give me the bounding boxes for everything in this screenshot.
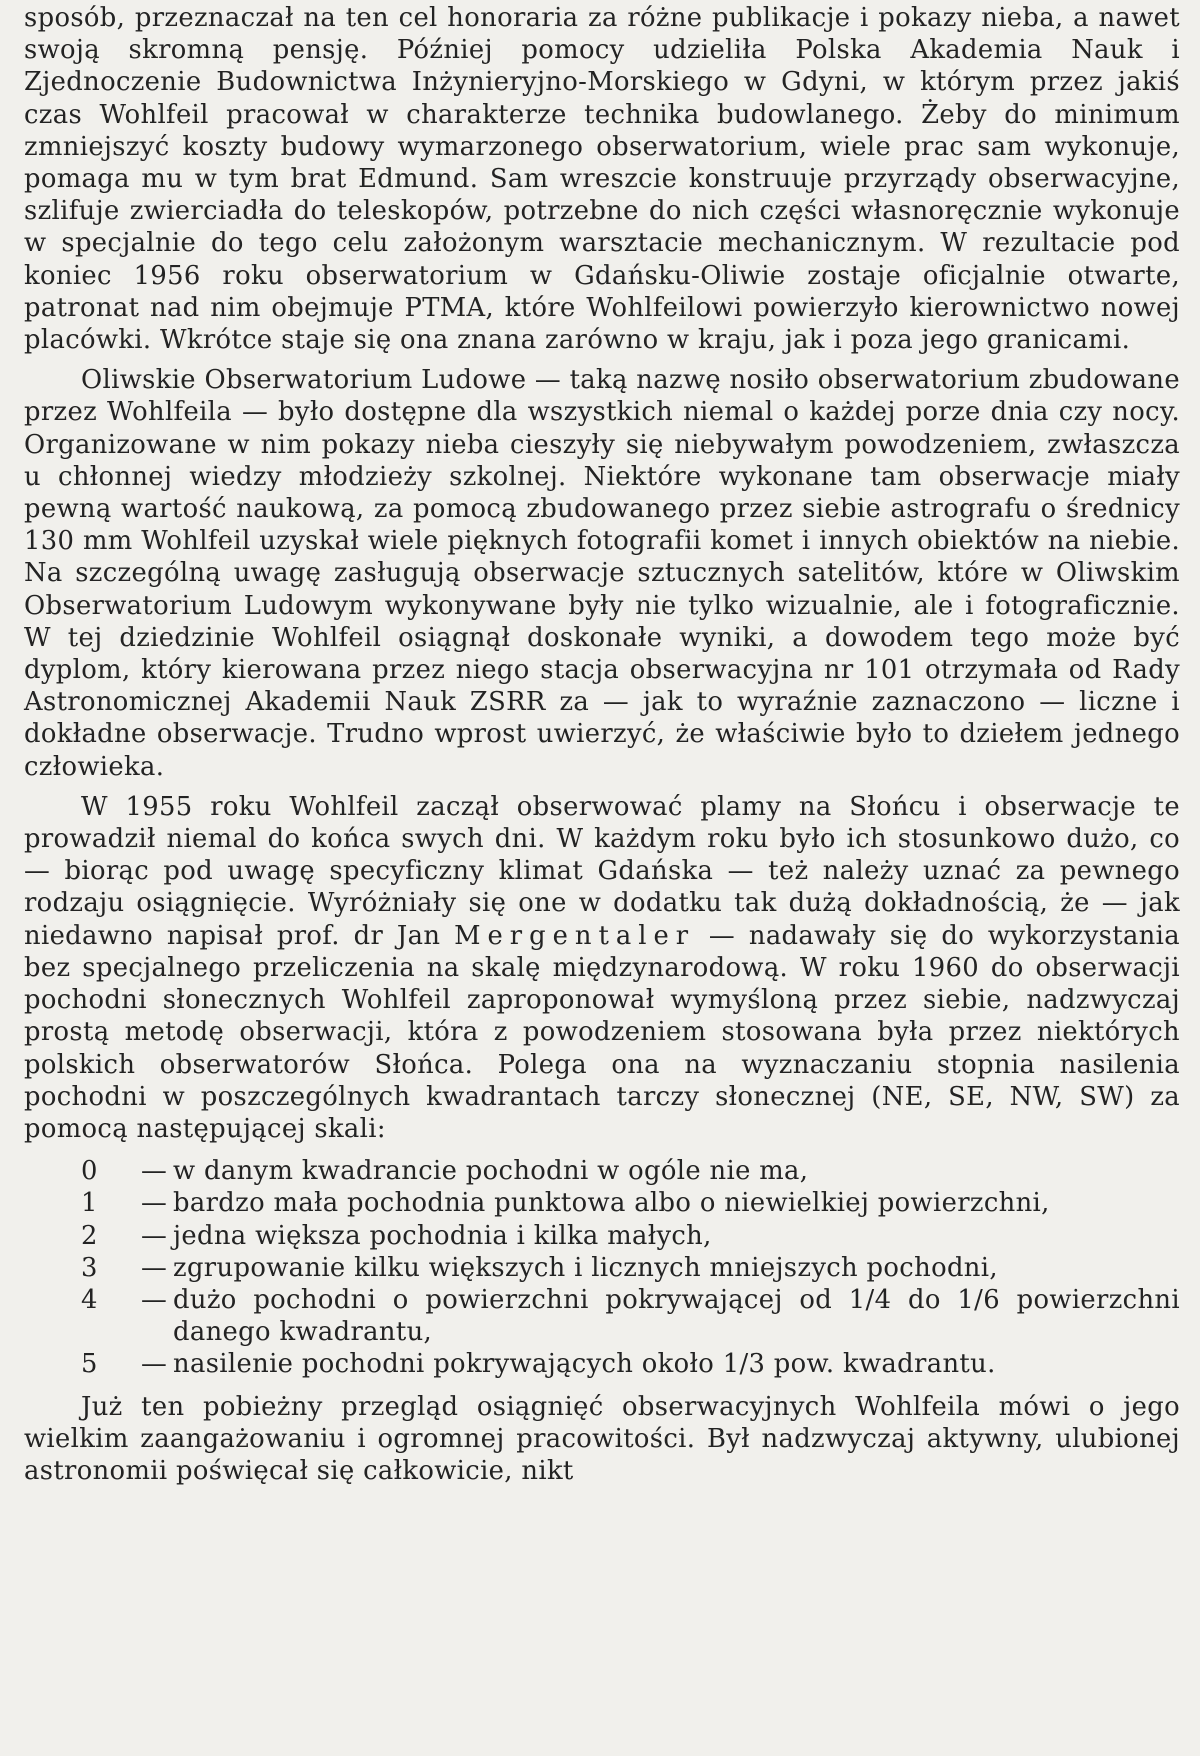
scale-item-text: zgrupowanie kilku większych i licznych mniejszych pochodni, — [173, 1252, 998, 1283]
paragraph-3 — [24, 791, 1180, 1145]
scale-item — [24, 1187, 1180, 1219]
facula-scale-list — [24, 1155, 1180, 1380]
scale-item-dash: — — [141, 1156, 168, 1187]
scale-item — [24, 1284, 1180, 1348]
scale-item — [24, 1348, 1180, 1380]
scale-item-dash: — — [141, 1252, 168, 1283]
scale-item — [24, 1252, 1180, 1284]
text-column — [24, 2, 1180, 1487]
paragraph-2: Oliwskie Obserwatorium Ludowe — taką nazwę nosiło obserwatorium zbudowane przez Wohlfeila — było dostępne dla wszystkich niemal o każdej porze dnia czy nocy. Organizowane w nim pokazy nieba cieszyły się niebywałym powodzeniem, zwłaszcza u chłonnej wiedzy młodzieży szkolnej. Niektóre wykonane tam obserwacje miały pewną wartość naukową, za pomocą zbudowanego przez siebie astrografu o średnicy 130 mm Wohlfeil uzyskał wiele pięknych fotografii komet i innych obiektów na niebie. Na szczególną uwagę zasługują obserwacje sztucznych satelitów, które w Oliwskim Obserwatorium Ludowym wykonywane były nie tylko wizualnie, ale i fotograficznie. W tej dziedzinie Wohlfeil osiągnął doskonałe wyniki, a dowodem tego może być dyplom, który kierowana przez niego stacja obserwacyjna nr 101 otrzymała od Rady Astronomicznej Akademii Nauk ZSRR za — jak to wyraźnie zaznaczono — liczne i dokładne obserwacje. Trudno wprost uwierzyć, że właściwie było to dziełem jednego człowieka. — [24, 365, 1180, 782]
scale-item-number: 1 — [81, 1188, 98, 1219]
scale-item-number: 3 — [81, 1252, 98, 1283]
scale-item-text: dużo pochodni o powierzchni pokrywającej od 1/4 do 1/6 powierzchni danego kwadrantu, — [173, 1284, 1180, 1348]
paragraph-3-after-name: — nadawały się do wykorzystania bez specjalnego przeliczenia na skalę międzynarodową. W roku 1960 do obserwacji pochodni słonecznych Wohlfeil zaproponował wymyśloną przez siebie, nadzwyczaj prostą metodę obserwacji, która z powodzeniem stosowana była przez niektórych polskich obserwatorów Słońca. Polega ona na wyznaczaniu stopnia nasilenia pochodni w poszczególnych kwadrantach tarczy słonecznej (NE, SE, NW, SW) za pomocą następującej skali: — [24, 920, 1180, 1144]
scale-item-text: w danym kwadrancie pochodni w ogóle nie ma, — [173, 1156, 809, 1187]
scale-item-number: 2 — [81, 1220, 98, 1251]
scale-item-number: 5 — [81, 1349, 98, 1380]
paragraph-4: Już ten pobieżny przegląd osiągnięć obserwacyjnych Wohlfeila mówi o jego wielkim zaangażowaniu i ogromnej pracowitości. Był nadzwyczaj aktywny, ulubionej astronomii poświęcał się całkowicie, nikt — [24, 1391, 1180, 1486]
scale-item-text: nasilenie pochodni pokrywających około 1/3 pow. kwadrantu. — [173, 1349, 996, 1380]
paragraph-3-before-name: W 1955 roku Wohlfeil zaczął obserwować plamy na Słońcu i obserwacje te prowadził niemal do końca swych dni. W każdym roku było ich stosunkowo dużo, co — biorąc pod uwagę specyficzny klimat Gdańska — też należy uznać za pewnego rodzaju osiągnięcie. Wyróżniały się one w dodatku tak dużą dokładnością, że — jak niedawno napisał prof. dr Jan — [24, 791, 1180, 951]
scale-item — [24, 1220, 1180, 1252]
author-name-mergentaler: Mergentaler — [454, 920, 696, 951]
scale-item — [24, 1155, 1180, 1187]
scale-item-dash: — — [141, 1284, 168, 1315]
scale-item-dash: — — [141, 1349, 168, 1380]
paragraph-1: sposób, przeznaczał na ten cel honoraria za różne publikacje i pokazy nieba, a nawet swoją skromną pensję. Później pomocy udzieliła Polska Akademia Nauk i Zjednoczenie Budownictwa Inżynieryjno-Morskiego w Gdyni, w którym przez jakiś czas Wohlfeil pracował w charakterze technika budowlanego. Żeby do minimum zmniejszyć koszty budowy wymarzonego obserwatorium, wiele prac sam wykonuje, pomaga mu w tym brat Edmund. Sam wreszcie konstruuje przyrządy obserwacyjne, szlifuje zwierciadła do teleskopów, potrzebne do nich części własnoręcznie wykonuje w specjalnie do tego celu założonym warsztacie mechanicznym. W rezultacie pod koniec 1956 roku obserwatorium w Gdańsku-Oliwie zostaje oficjalnie otwarte, patronat nad nim obejmuje PTMA, które Wohlfeilowi powierzyło kierownictwo nowej placówki. Wkrótce staje się ona znana zarówno w kraju, jak i poza jego granicami. — [24, 3, 1180, 356]
scale-item-text: bardzo mała pochodnia punktowa albo o niewielkiej powierzchni, — [173, 1188, 1050, 1219]
scale-item-dash: — — [141, 1188, 168, 1219]
scale-item-number: 4 — [81, 1284, 98, 1315]
scale-item-number: 0 — [81, 1156, 98, 1187]
scale-item-text: jedna większa pochodnia i kilka małych, — [173, 1220, 712, 1251]
scale-item-dash: — — [141, 1220, 168, 1251]
